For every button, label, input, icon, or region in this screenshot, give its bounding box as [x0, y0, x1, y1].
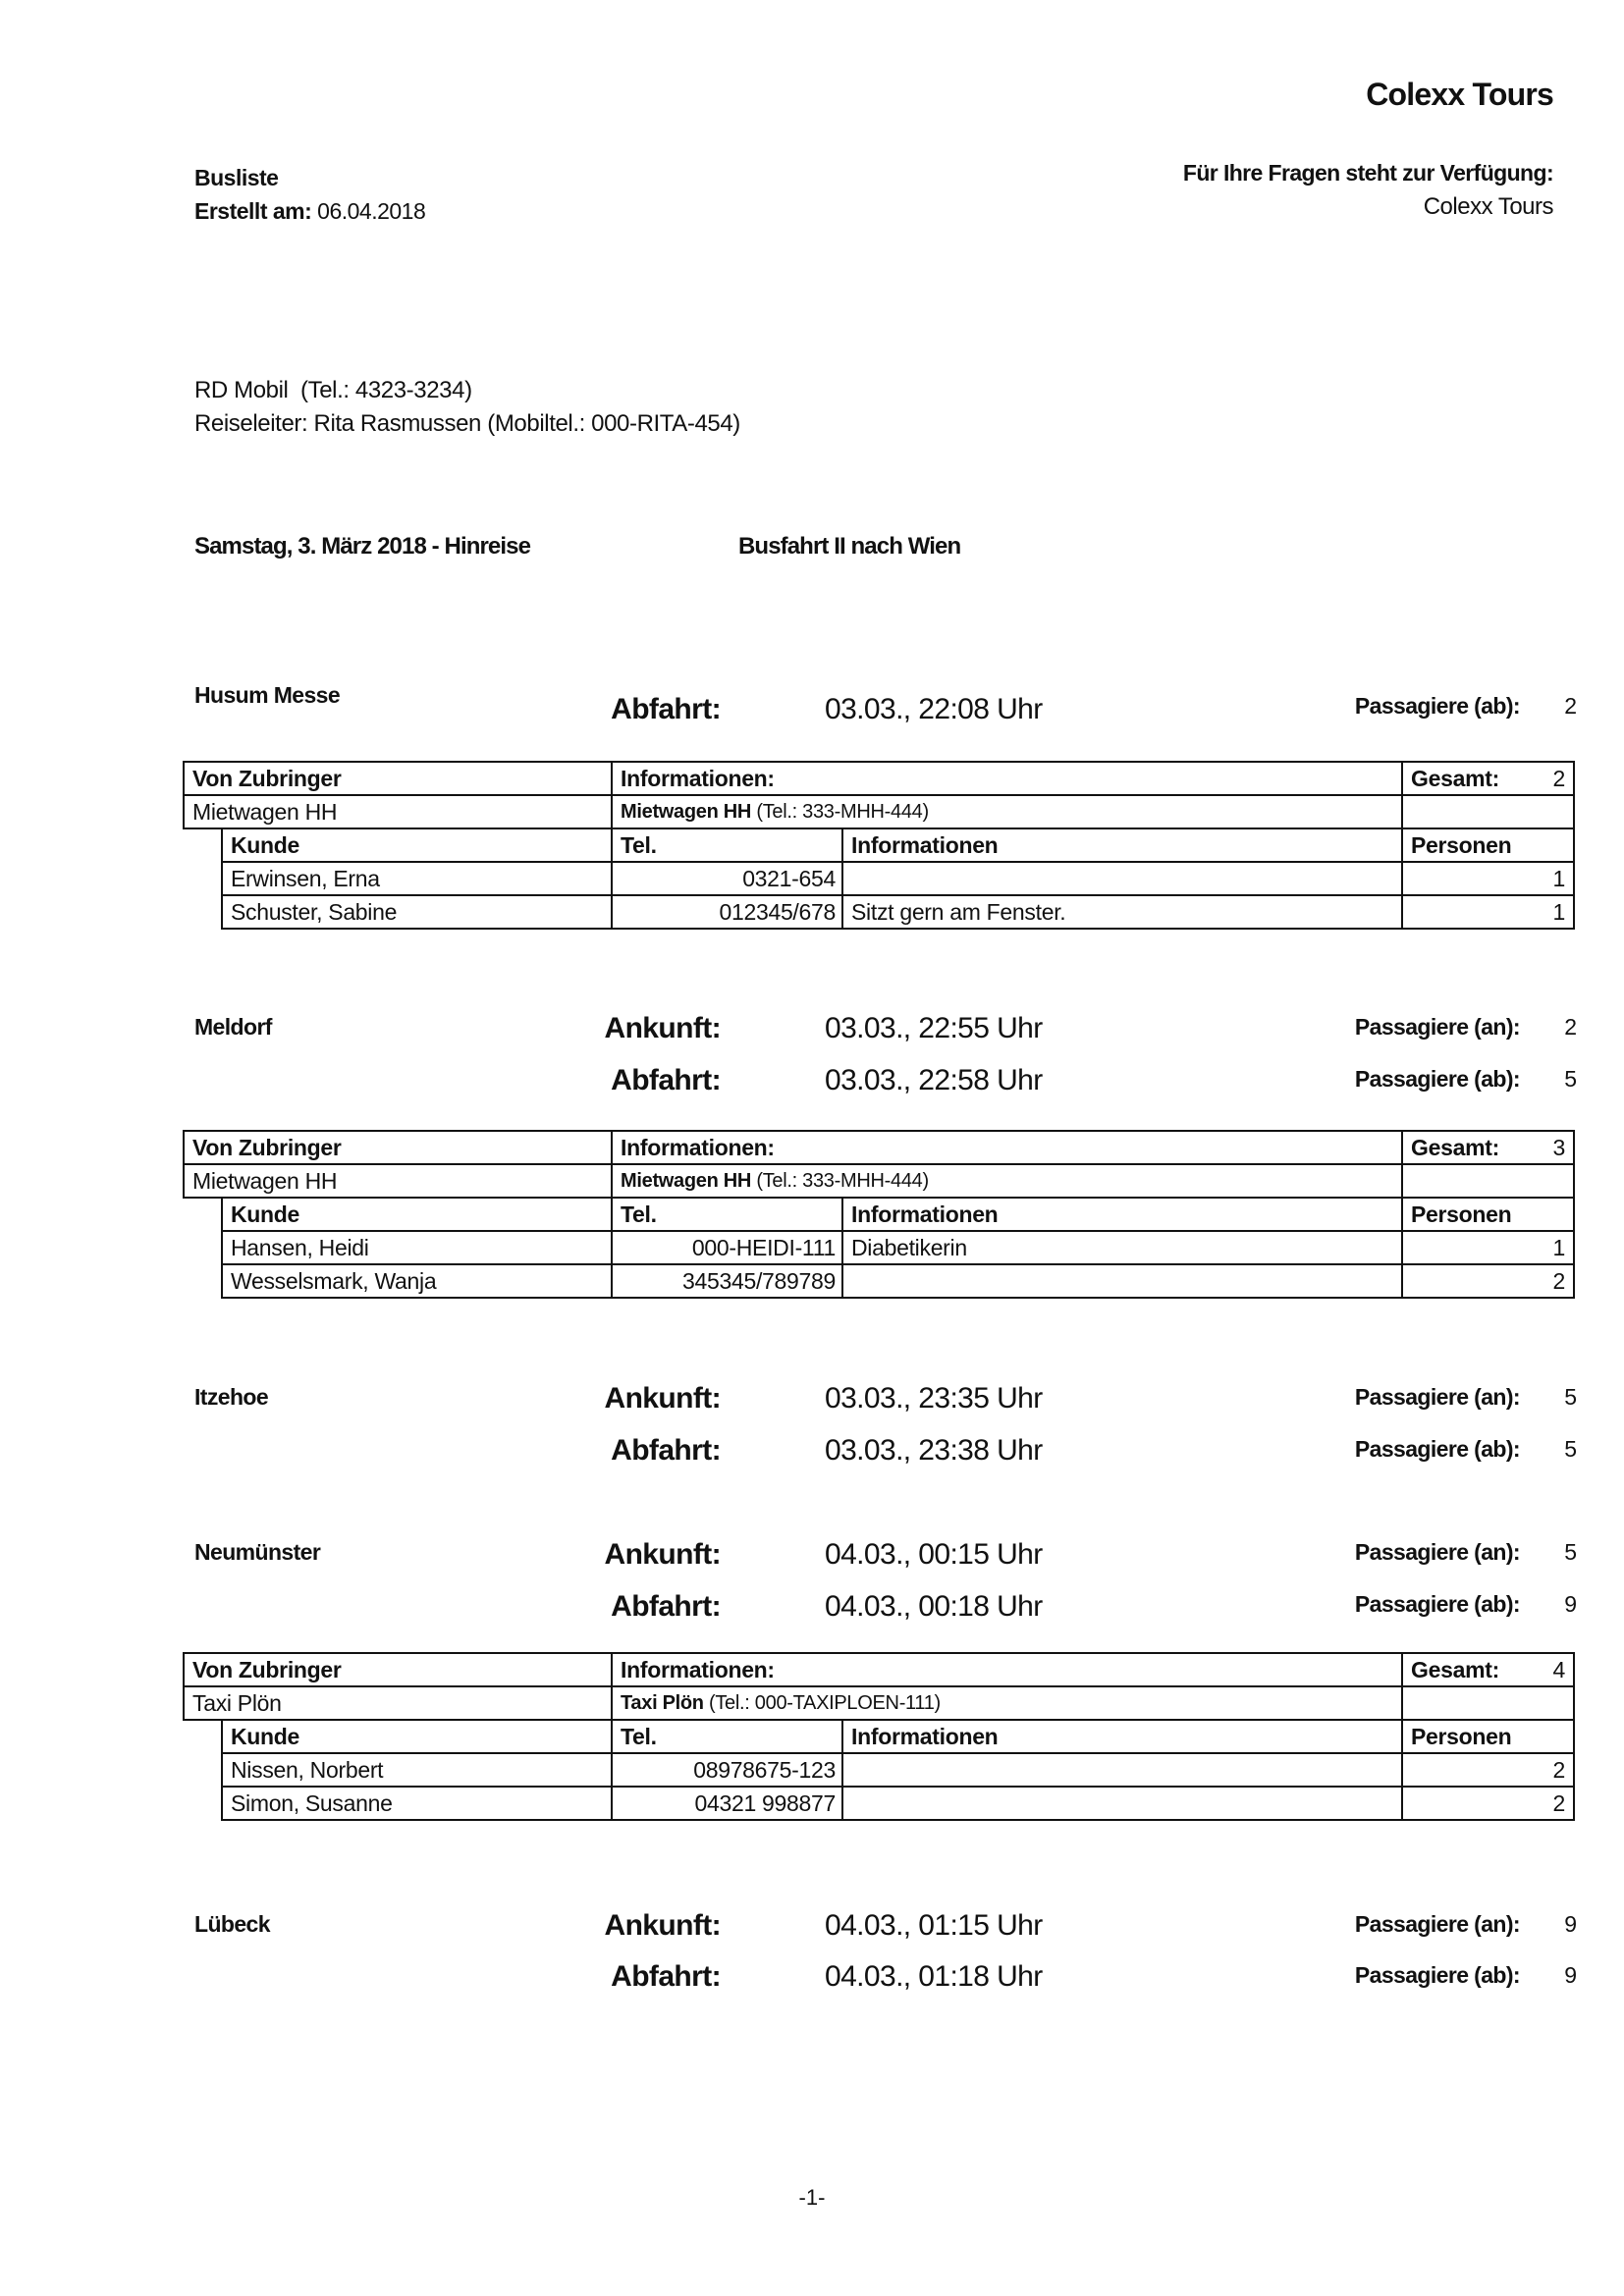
- customer-tel: 08978675-123: [612, 1753, 842, 1787]
- persons-header: Personen: [1402, 828, 1574, 862]
- arrival-time: 03.03., 22:55 Uhr: [825, 1012, 1043, 1044]
- document-title: Busliste: [194, 165, 279, 190]
- feeder-name: Mietwagen HH: [184, 795, 612, 828]
- departure-time: 03.03., 23:38 Uhr: [825, 1434, 1043, 1467]
- pax-out-value: 5: [1564, 1436, 1577, 1462]
- pax-in-label: Passagiere (an):: [1354, 1911, 1520, 1937]
- customer-name: Nissen, Norbert: [222, 1753, 612, 1787]
- pax-in-value: 2: [1564, 1014, 1577, 1040]
- feeder-info-name: Taxi Plön: [621, 1691, 704, 1714]
- departure-label: Abfahrt:: [611, 693, 721, 725]
- feeder-info-name: Mietwagen HH: [621, 800, 752, 823]
- customer-tel: 000-HEIDI-111: [612, 1231, 842, 1264]
- customer-row: [222, 895, 1574, 929]
- arrival-label: Ankunft:: [604, 1382, 721, 1415]
- customer-info: [842, 1787, 1402, 1820]
- customer-header-row: [222, 1198, 1574, 1231]
- customer-persons: 2: [1402, 1753, 1574, 1787]
- feeder-info-tel: (Tel.: 000-TAXIPLOEN-111): [709, 1691, 941, 1714]
- feeder-row: [184, 795, 1574, 828]
- created-date: [194, 198, 425, 225]
- pax-out-label: Passagiere (ab):: [1354, 1436, 1520, 1462]
- customer-row: [222, 1787, 1574, 1820]
- departure-label: Abfahrt:: [611, 1590, 721, 1623]
- arrival-time: 04.03., 00:15 Uhr: [825, 1538, 1043, 1571]
- total-label: Gesamt:: [1411, 765, 1499, 791]
- stop-name: Itzehoe: [194, 1384, 269, 1410]
- pax-in-value: 9: [1564, 1911, 1577, 1937]
- feeder-empty: [1402, 1686, 1574, 1720]
- feeder-name: Taxi Plön: [184, 1686, 612, 1720]
- total-label: Gesamt:: [1411, 1134, 1499, 1160]
- company-name: Colexx Tours: [1366, 77, 1553, 112]
- feeder-table: [183, 1130, 1575, 1299]
- pax-in-label: Passagiere (an):: [1354, 1384, 1520, 1410]
- feeder-info-tel: (Tel.: 333-MHH-444): [756, 1169, 929, 1192]
- feeder-header: Von Zubringer: [184, 762, 612, 795]
- departure-label: Abfahrt:: [611, 1434, 721, 1467]
- customer-tel: 345345/789789: [612, 1264, 842, 1298]
- arrival-time: 04.03., 01:15 Uhr: [825, 1909, 1043, 1942]
- customer-row: [222, 1231, 1574, 1264]
- pax-out-label: Passagiere (ab):: [1354, 693, 1520, 719]
- pax-out-label: Passagiere (ab):: [1354, 1591, 1520, 1617]
- customer-info: [842, 1753, 1402, 1787]
- page-number: -1-: [798, 2185, 826, 2210]
- customer-name: Schuster, Sabine: [222, 895, 612, 929]
- bus-company-line: RD Mobil (Tel.: 4323-3234): [194, 377, 472, 403]
- departure-time: 03.03., 22:58 Uhr: [825, 1064, 1043, 1096]
- departure-label: Abfahrt:: [611, 1064, 721, 1096]
- total-cell: [1402, 1131, 1574, 1164]
- feeder-info: [612, 795, 1402, 828]
- tel-header: Tel.: [612, 828, 842, 862]
- feeder-row: [184, 1686, 1574, 1720]
- customer-header-row: [222, 1720, 1574, 1753]
- feeder-empty: [1402, 1164, 1574, 1198]
- customer-persons: 1: [1402, 1231, 1574, 1264]
- feeder-row: [184, 1164, 1574, 1198]
- created-value: 06.04.2018: [317, 198, 426, 224]
- customer-name: Wesselsmark, Wanja: [222, 1264, 612, 1298]
- feeder-header: Von Zubringer: [184, 1653, 612, 1686]
- cust-info-header: Informationen: [842, 1720, 1402, 1753]
- trip-name: Busfahrt II nach Wien: [738, 533, 961, 560]
- stop-name: Lübeck: [194, 1911, 270, 1937]
- pax-in-value: 5: [1564, 1539, 1577, 1565]
- arrival-label: Ankunft:: [604, 1012, 721, 1044]
- customer-tel: 0321-654: [612, 862, 842, 895]
- contact-value: Colexx Tours: [1423, 193, 1553, 220]
- pax-out-value: 9: [1564, 1591, 1577, 1617]
- departure-time: 03.03., 22:08 Uhr: [825, 693, 1043, 725]
- customer-header: Kunde: [222, 1198, 612, 1231]
- customer-tel: 012345/678: [612, 895, 842, 929]
- total-label: Gesamt:: [1411, 1656, 1499, 1682]
- pax-out-label: Passagiere (ab):: [1354, 1066, 1520, 1092]
- feeder-name: Mietwagen HH: [184, 1164, 612, 1198]
- customer-name: Erwinsen, Erna: [222, 862, 612, 895]
- customer-info: [842, 1264, 1402, 1298]
- feeder-header-row: [184, 1653, 1574, 1686]
- stop-name: Meldorf: [194, 1014, 272, 1040]
- customer-info: Sitzt gern am Fenster.: [842, 895, 1402, 929]
- created-label: Erstellt am:: [194, 198, 312, 224]
- total-value: 4: [1552, 1656, 1565, 1682]
- feeder-header-row: [184, 762, 1574, 795]
- pax-out-value: 5: [1564, 1066, 1577, 1092]
- departure-label: Abfahrt:: [611, 1960, 721, 1993]
- customer-persons: 2: [1402, 1787, 1574, 1820]
- total-value: 3: [1552, 1134, 1565, 1160]
- total-cell: [1402, 762, 1574, 795]
- persons-header: Personen: [1402, 1720, 1574, 1753]
- pax-in-label: Passagiere (an):: [1354, 1539, 1520, 1565]
- feeder-info: [612, 1164, 1402, 1198]
- feeder-table: [183, 761, 1575, 930]
- contact-label: Für Ihre Fragen steht zur Verfügung:: [1182, 160, 1553, 186]
- pax-in-value: 5: [1564, 1384, 1577, 1410]
- arrival-time: 03.03., 23:35 Uhr: [825, 1382, 1043, 1415]
- feeder-header: Von Zubringer: [184, 1131, 612, 1164]
- cust-info-header: Informationen: [842, 828, 1402, 862]
- departure-time: 04.03., 00:18 Uhr: [825, 1590, 1043, 1623]
- info-header: Informationen:: [612, 1653, 1402, 1686]
- arrival-label: Ankunft:: [604, 1538, 721, 1571]
- departure-time: 04.03., 01:18 Uhr: [825, 1960, 1043, 1993]
- customer-header-row: [222, 828, 1574, 862]
- pax-out-value: 2: [1564, 693, 1577, 719]
- customer-name: Hansen, Heidi: [222, 1231, 612, 1264]
- arrival-label: Ankunft:: [604, 1909, 721, 1942]
- feeder-empty: [1402, 795, 1574, 828]
- customer-persons: 1: [1402, 895, 1574, 929]
- customer-tel: 04321 998877: [612, 1787, 842, 1820]
- pax-out-value: 9: [1564, 1962, 1577, 1988]
- trip-day: Samstag, 3. März 2018 - Hinreise: [194, 533, 531, 560]
- stop-name: Husum Messe: [194, 682, 341, 708]
- customer-header: Kunde: [222, 1720, 612, 1753]
- customer-header: Kunde: [222, 828, 612, 862]
- customer-info: Diabetikerin: [842, 1231, 1402, 1264]
- total-value: 2: [1552, 765, 1565, 791]
- customer-row: [222, 1753, 1574, 1787]
- customer-name: Simon, Susanne: [222, 1787, 612, 1820]
- cust-info-header: Informationen: [842, 1198, 1402, 1231]
- pax-out-label: Passagiere (ab):: [1354, 1962, 1520, 1988]
- customer-persons: 2: [1402, 1264, 1574, 1298]
- tel-header: Tel.: [612, 1198, 842, 1231]
- pax-in-label: Passagiere (an):: [1354, 1014, 1520, 1040]
- feeder-header-row: [184, 1131, 1574, 1164]
- tel-header: Tel.: [612, 1720, 842, 1753]
- feeder-table: [183, 1652, 1575, 1821]
- info-header: Informationen:: [612, 1131, 1402, 1164]
- feeder-info-tel: (Tel.: 333-MHH-444): [756, 800, 929, 823]
- total-cell: [1402, 1653, 1574, 1686]
- feeder-info: [612, 1686, 1402, 1720]
- tour-guide-line: Reiseleiter: Rita Rasmussen (Mobiltel.: 000-RITA-454): [194, 410, 740, 437]
- stop-name: Neumünster: [194, 1539, 321, 1565]
- customer-persons: 1: [1402, 862, 1574, 895]
- customer-row: [222, 1264, 1574, 1298]
- customer-info: [842, 862, 1402, 895]
- customer-row: [222, 862, 1574, 895]
- feeder-info-name: Mietwagen HH: [621, 1169, 752, 1192]
- persons-header: Personen: [1402, 1198, 1574, 1231]
- info-header: Informationen:: [612, 762, 1402, 795]
